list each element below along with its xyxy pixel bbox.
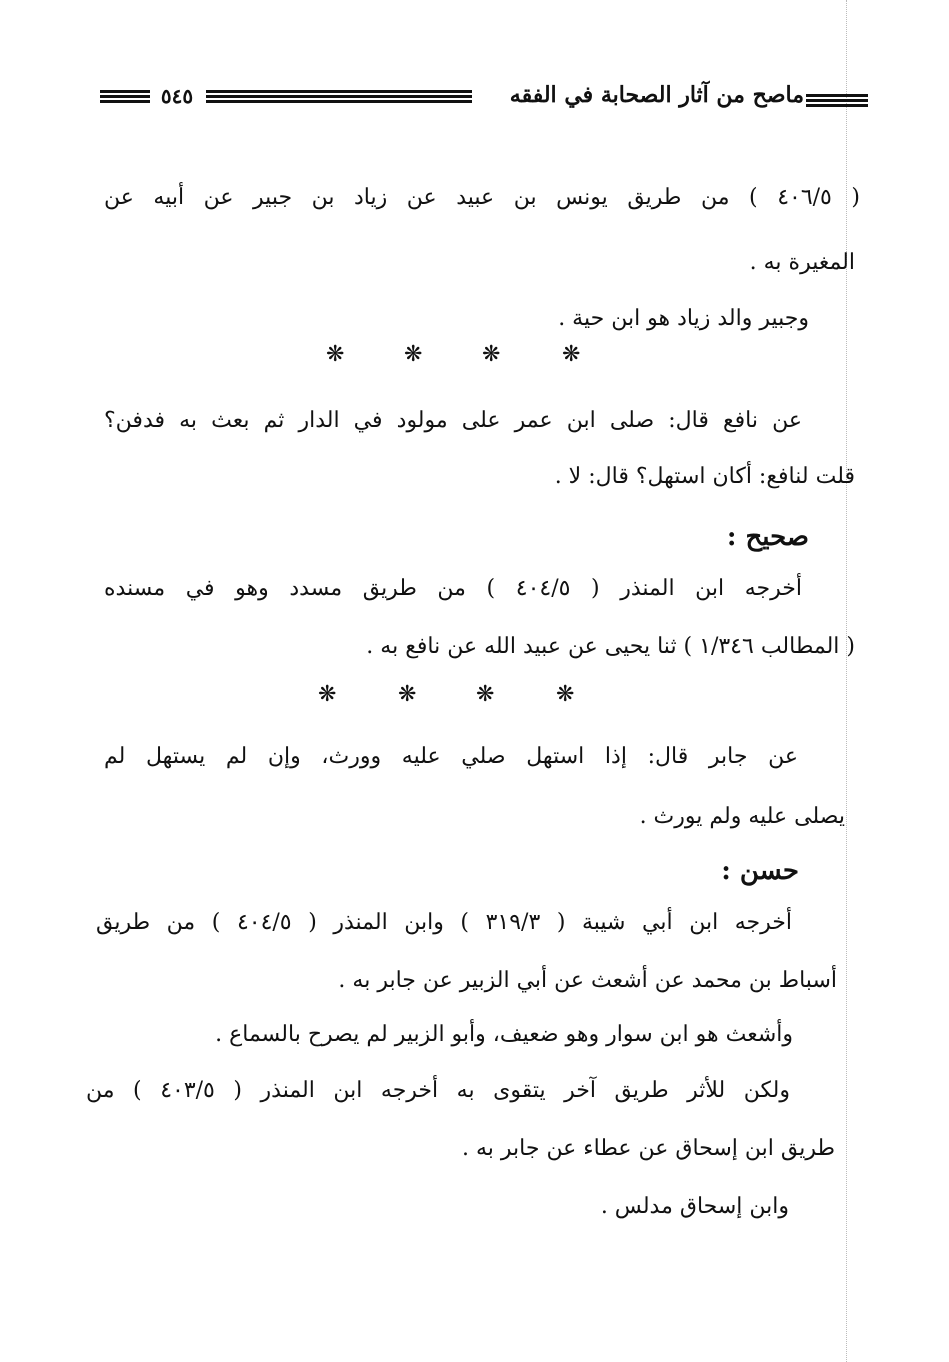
text-line-6: أخرجه ابن المنذر ( ٤٠٤/٥ ) من طريق مسدد وهو في مسنده	[104, 576, 802, 601]
header-rule-right	[806, 94, 868, 108]
text-line-4: عن نافع قال: صلى ابن عمر على مولود في الدار ثم بعث به فدفن؟	[104, 408, 802, 433]
section-heading-hasan: حسن :	[721, 856, 799, 886]
separator-star: ❋	[318, 682, 337, 707]
text-line-11: أسباط بن محمد عن أشعث عن أبي الزبير عن جابر به .	[338, 968, 837, 993]
text-line-8: عن جابر قال: إذا استهل صلي عليه وورث، وإن لم يستهل لم	[104, 744, 798, 769]
text-line-1: ( ٤٠٦/٥ ) من طريق يونس بن عبيد عن زياد بن جبير عن أبيه عن	[104, 185, 860, 210]
separator-star: ❋	[326, 342, 345, 367]
header-rule-left	[100, 90, 150, 104]
separator-star: ❋	[556, 682, 575, 707]
text-line-14: طريق ابن إسحاق عن عطاء عن جابر به .	[461, 1136, 835, 1161]
page-number: ٥٤٥	[160, 84, 194, 108]
separator-star: ❋	[482, 342, 501, 367]
text-line-13: ولكن للأثر طريق آخر يتقوى به أخرجه ابن المنذر ( ٤٠٣/٥ ) من	[86, 1078, 791, 1103]
separator-stars-2	[0, 682, 949, 712]
text-line-3: وجبير والد زياد هو ابن حية .	[558, 306, 809, 331]
running-header	[100, 78, 870, 122]
separator-star: ❋	[398, 682, 417, 707]
separator-star: ❋	[476, 682, 495, 707]
header-title: ماصح من آثار الصحابة في الفقه	[509, 82, 804, 108]
text-line-5: قلت لنافع: أكان استهل؟ قال: لا .	[554, 464, 855, 489]
separator-star: ❋	[404, 342, 423, 367]
text-line-10: أخرجه ابن أبي شيبة ( ٣١٩/٣ ) وابن المنذر ( ٤٠٤/٥ ) من طريق	[96, 910, 792, 935]
text-line-2: المغيرة به .	[749, 250, 855, 275]
text-line-12: وأشعث هو ابن سوار وهو ضعيف، وأبو الزبير لم يصرح بالسماع .	[215, 1022, 793, 1047]
header-rule-middle	[206, 90, 472, 104]
text-line-9: يصلى عليه ولم يورث .	[639, 804, 845, 829]
section-heading-sahih: صحيح :	[726, 522, 809, 552]
text-line-7: ( المطالب ١/٣٤٦ ) ثنا يحيى عن عبيد الله عن نافع به .	[366, 634, 855, 659]
separator-star: ❋	[562, 342, 581, 367]
text-line-15: وابن إسحاق مدلس .	[600, 1194, 789, 1219]
separator-stars-1	[0, 342, 949, 372]
